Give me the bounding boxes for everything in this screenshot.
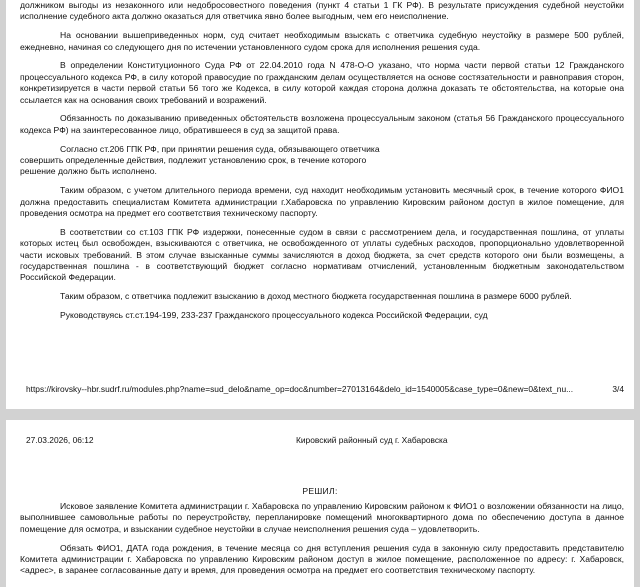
document-page-4 (6, 420, 634, 587)
document-page-3 (6, 0, 634, 409)
paragraph-line: решение должно быть исполнено. (20, 166, 157, 177)
paragraph-line: совершить определенные действия, подлежит установлению срок, в течение которого (20, 155, 367, 166)
source-url-link[interactable]: https://kirovsky--hbr.sudrf.ru/modules.php?name=sud_delo&name_op=doc&number=27013164&delo_id=1540005&case_type=0&new=0&text_nu... (26, 384, 574, 394)
paragraph: Обязанность по доказыванию приведенных обстоятельств возложена процессуальным законом (статья 56 Гражданского процессуального кодекса РФ) на заинтересованное лицо, обратившееся в суд за защитой права. (20, 113, 624, 135)
article-206-block (20, 144, 624, 178)
paragraph: Исковое заявление Комитета администрации г. Хабаровска по управлению Кировским районом к ФИО1 о возложении обязанности на лицо, выполнившее самовольные работы по переустройству, перепланировке помещений многоквартирного дома по обеспечению доступа в данное помещение для осмотра, и взыскании судебное неустойки в случае неисполнения решения суда – удовлетворить. (20, 501, 624, 534)
paragraph: Руководствуясь ст.ст.194-199, 233-237 Гражданского процессуального кодекса Российской Федерации, суд (60, 310, 488, 321)
paragraph: должником выгоды из незаконного или недобросовестного поведения (пункт 4 статьи 1 ГК РФ). В результате присуждения судебной неустойки исполнение судебного акта должно оказаться для ответчика явно более выгодным, чем его неисполнение. (20, 0, 624, 22)
page-footer (26, 384, 624, 394)
print-timestamp: 27.03.2026, 06:12 (26, 435, 94, 445)
paragraph: На основании вышеприведенных норм, суд считает необходимым взыскать с ответчика судебную неустойку в размере 500 рублей, ежедневно, начиная со следующего дня по истечении установленного судом срока для исполнения решения суда. (20, 30, 624, 52)
paragraph: Таким образом, с ответчика подлежит взысканию в доход местного бюджета государственная пошлина в размере 6000 рублей. (60, 291, 572, 302)
page-number: 3/4 (612, 384, 624, 394)
page-header (26, 435, 624, 445)
paragraph: В определении Конституционного Суда РФ от 22.04.2010 года N 478-О-О указано, что норма части первой статьи 12 Гражданского процессуального кодекса РФ, в силу которой правосудие по гражданским делам осуществляется на основе состязательности и равноправия сторон, конкретизируется в части первой статьи 56 того же Кодекса, в силу которой каждая сторона должна доказать те обстоятельства, на которые она ссылается как на основания своих требований и возражений. (20, 60, 624, 105)
resolution-body (20, 501, 624, 577)
resolved-heading: РЕШИЛ: (302, 486, 338, 496)
paragraph: Обязать ФИО1, ДАТА года рождения, в течение месяца со дня вступления решения суда в законную силу предоставить представителю Комитета администрации г. Хабаровска по управлению Кировским районом доступ в жилое помещение, расположенное по адресу: г. Хабаровск, <адрес>, в заранее согласованные дату и время, для проведения осмотра на предмет его соответствия техническому паспорту. (20, 542, 624, 576)
paragraph-line: Согласно ст.206 ГПК РФ, при принятии решения суда, обязывающего ответчика (60, 143, 380, 154)
paragraph: Таким образом, с учетом длительного периода времени, суд находит необходимым установить месячный срок, в течение которого ФИО1 должна предоставить специалистам Комитета администрации г.Хабаровска по управлению Кировским районом доступ в жилое помещение, для проведения осмотра на предмет его соответствия техническому паспорту. (20, 185, 624, 219)
paragraph: В соответствии со ст.103 ГПК РФ издержки, понесенные судом в связи с рассмотрением дела, и государственная пошлина, от уплаты которых истец был освобожден, взыскиваются с ответчика, не освобожденного от уплаты судебных расходов, пропорционально удовлетворенной части исковых требований. В этом случае взысканные суммы зачисляются в доход бюджета, за счет средств которого они были возмещены, а государственная пошлина - в соответствующий бюджет согласно нормативам отчислений, установленным бюджетным законодательством Российской Федерации. (20, 226, 624, 283)
court-name: Кировский районный суд г. Хабаровска (296, 435, 448, 445)
